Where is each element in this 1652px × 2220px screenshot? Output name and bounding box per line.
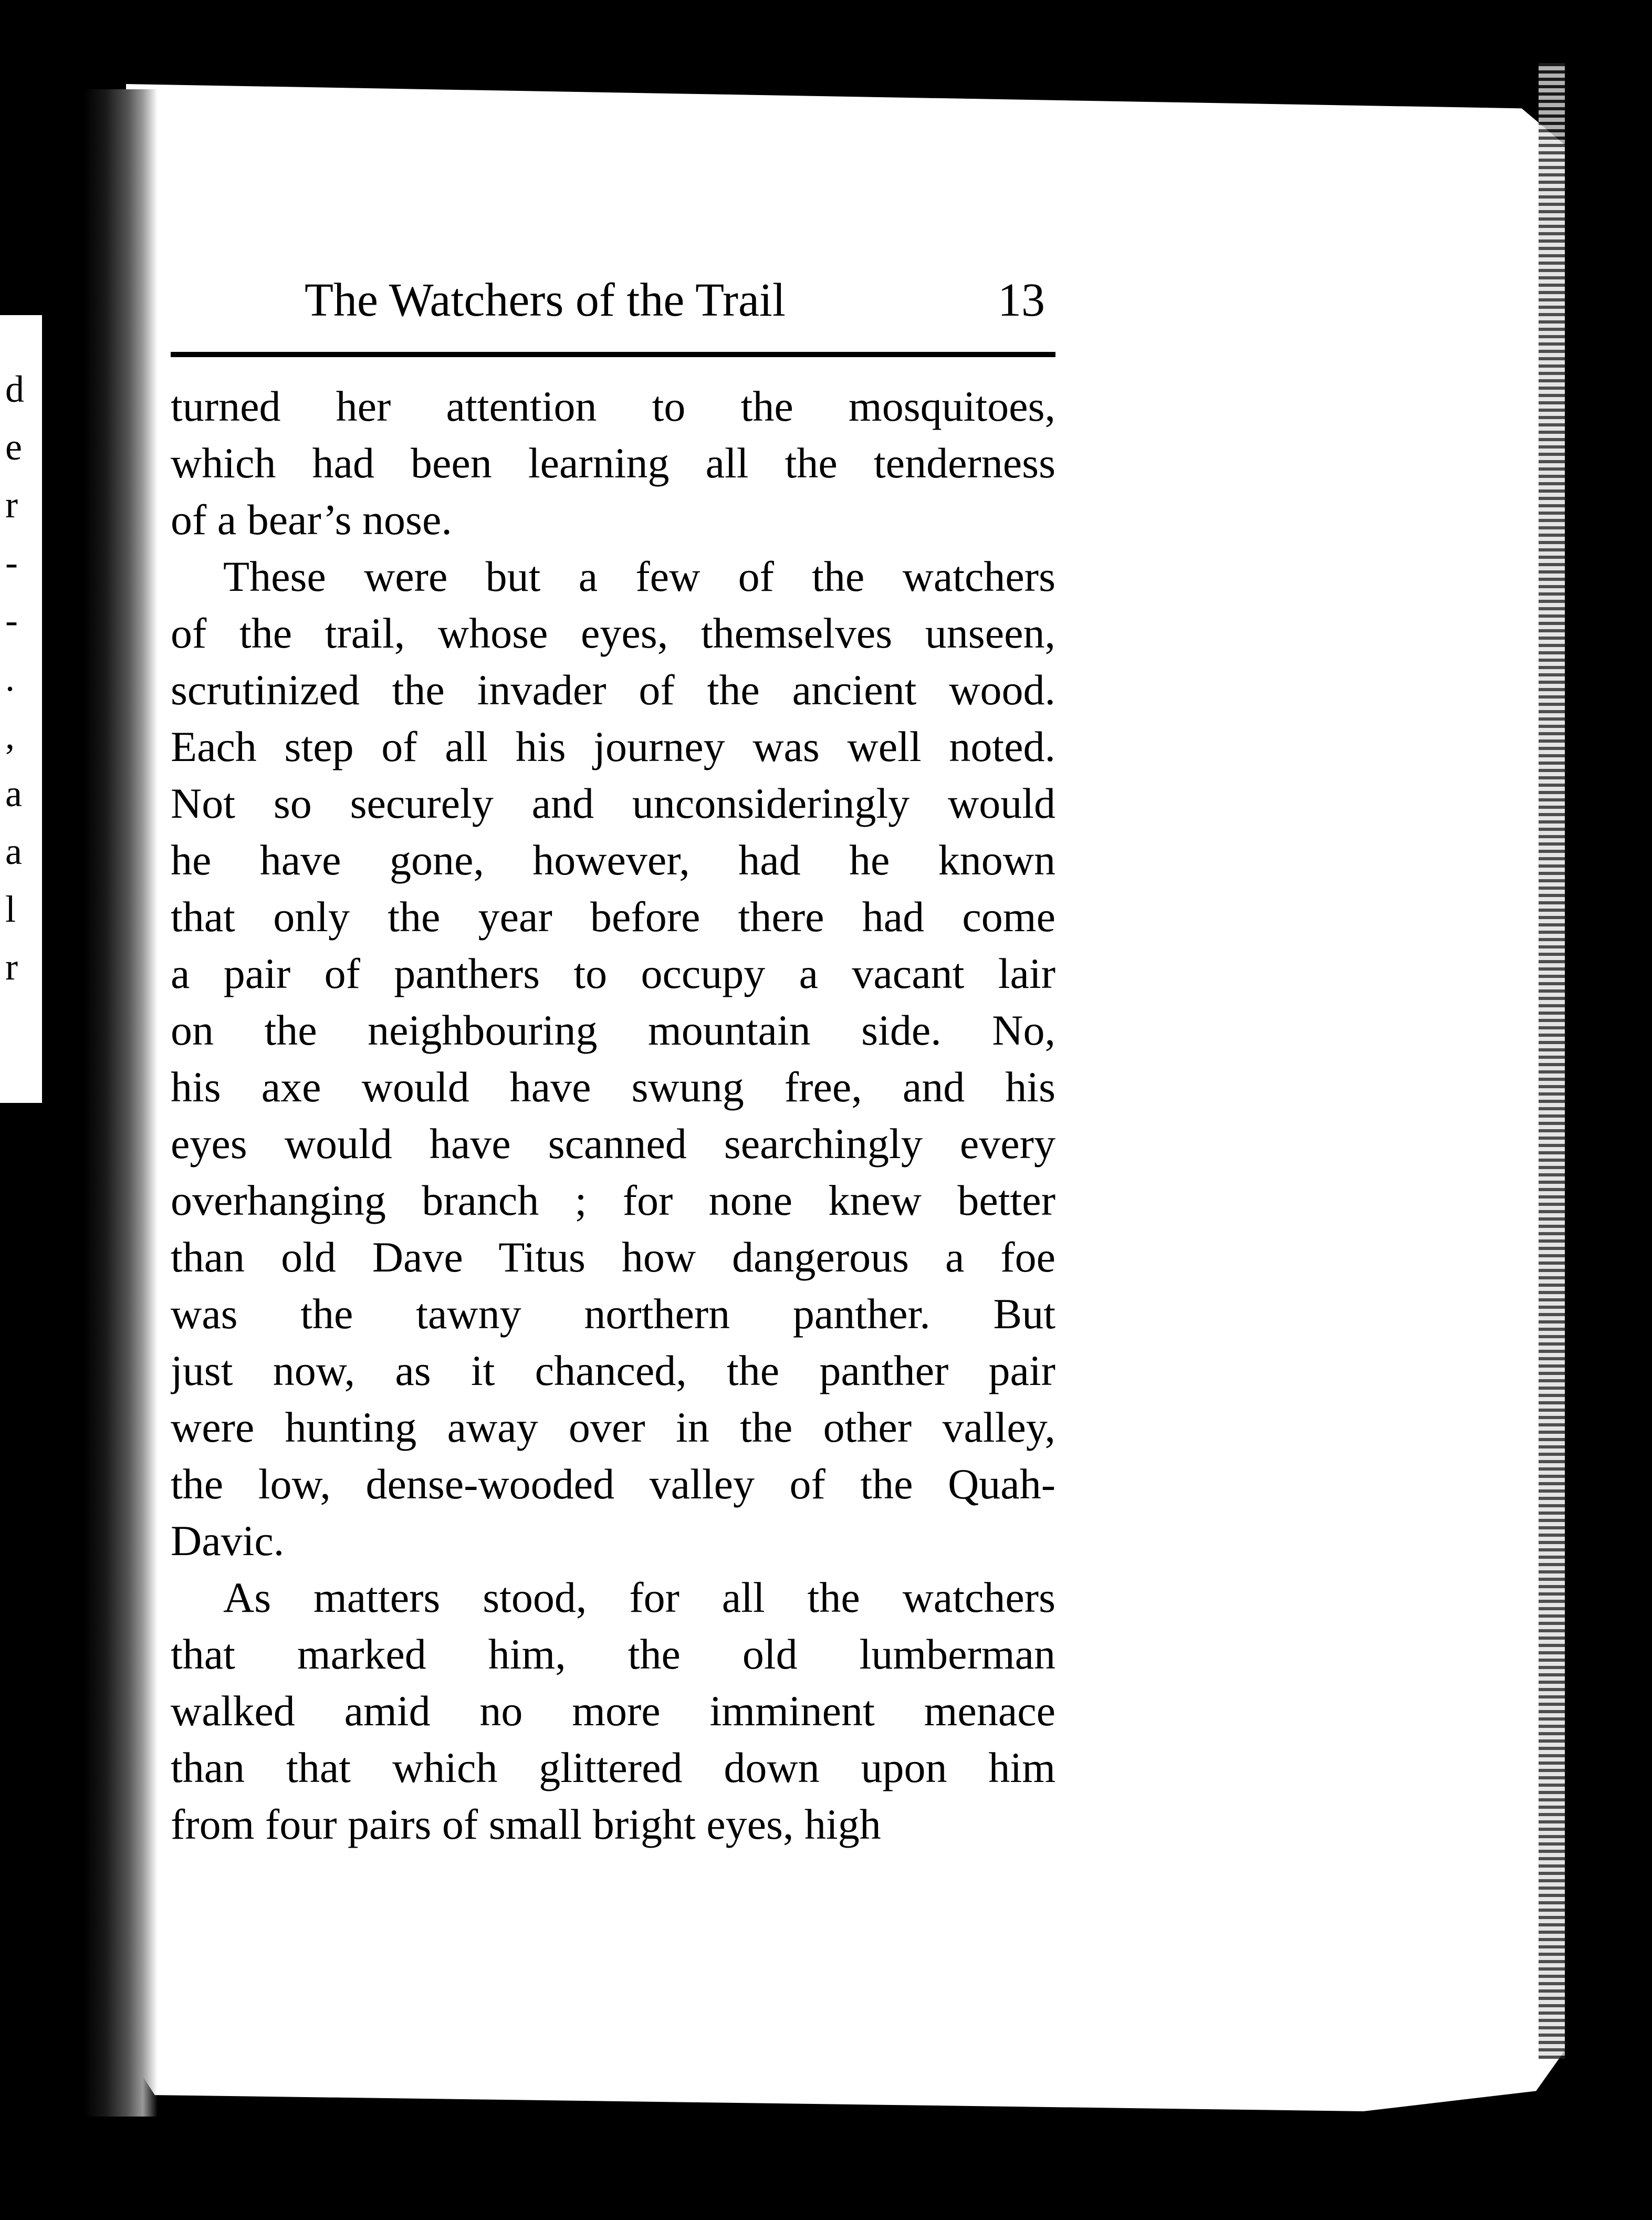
text-line: his axe would have swung free, and his — [171, 1063, 1055, 1111]
text-line: of the trail, whose eyes, themselves unseen, — [171, 609, 1055, 657]
text-line: overhanging branch ; for none knew better — [171, 1176, 1055, 1224]
previous-page-glyph: r — [5, 484, 18, 526]
paragraph — [171, 1569, 1055, 1853]
text-line: which had been learning all the tenderness — [171, 439, 1055, 487]
text-line: was the tawny northern panther. But — [171, 1290, 1055, 1338]
previous-page-glyph: l — [5, 888, 16, 930]
previous-page-glyph: - — [5, 541, 18, 583]
text-line: that marked him, the old lumberman — [171, 1630, 1055, 1678]
previous-page-glyph: a — [5, 830, 22, 872]
text-line: a pair of panthers to occupy a vacant lair — [171, 950, 1055, 997]
text-line: just now, as it chanced, the panther pair — [171, 1347, 1055, 1394]
text-line: scrutinized the invader of the ancient wood. — [171, 666, 1055, 714]
text-line: that only the year before there had come — [171, 893, 1055, 941]
text-line: walked amid no more imminent menace — [171, 1687, 1055, 1735]
previous-page-glyph: . — [5, 657, 15, 699]
text-line: of a bear’s nose. — [171, 496, 452, 544]
previous-page-glyph: - — [5, 599, 18, 641]
text-line: eyes would have scanned searchingly every — [171, 1120, 1055, 1168]
text-line: on the neighbouring mountain side. No, — [171, 1006, 1055, 1054]
page-edge-right — [1539, 63, 1565, 2059]
text-line: Davic. — [171, 1517, 285, 1565]
text-line: the low, dense-wooded valley of the Quah- — [171, 1460, 1055, 1508]
text-line: These were but a few of the watchers — [223, 553, 1055, 600]
text-line: Not so securely and unconsideringly would — [171, 779, 1055, 827]
previous-page-glyph: d — [5, 368, 24, 410]
text-line: As matters stood, for all the watchers — [223, 1573, 1055, 1621]
running-head-title: The Watchers of the Trail — [305, 274, 786, 326]
text-line: than old Dave Titus how dangerous a foe — [171, 1233, 1055, 1281]
text-line: Each step of all his journey was well noted. — [171, 723, 1055, 770]
text-line: than that which glittered down upon him — [171, 1744, 1055, 1791]
previous-page-glyph: r — [5, 946, 18, 988]
text-line: turned her attention to the mosquitoes, — [171, 382, 1055, 430]
body-text — [171, 378, 1055, 1853]
previous-page-glyph: a — [5, 773, 22, 815]
previous-page-glyph: e — [5, 426, 22, 468]
previous-page-glyph: , — [5, 715, 15, 757]
text-line: were hunting away over in the other valley, — [171, 1403, 1055, 1451]
paragraph — [171, 548, 1055, 1569]
binding-gutter — [84, 89, 158, 2117]
header-rule — [171, 352, 1055, 357]
text-line: from four pairs of small bright eyes, high — [171, 1800, 881, 1848]
page-number: 13 — [998, 274, 1045, 326]
text-line: he have gone, however, had he known — [171, 836, 1055, 884]
paragraph — [171, 378, 1055, 548]
